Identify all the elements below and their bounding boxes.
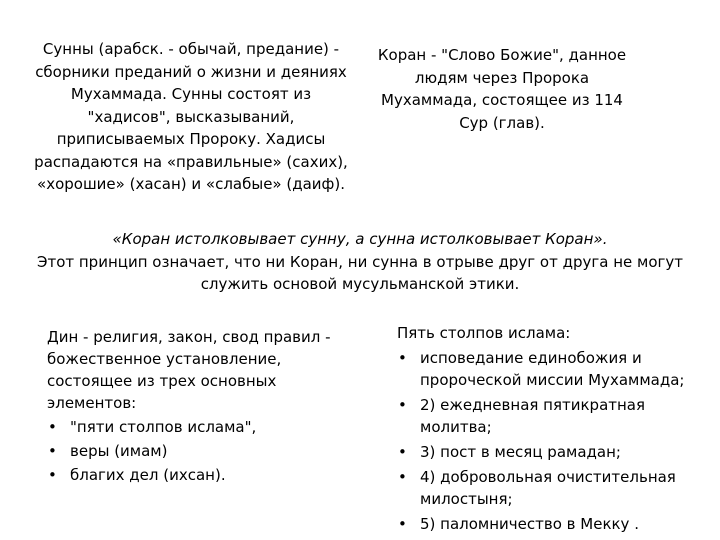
bullet-icon: • — [398, 515, 407, 533]
din-intro: Дин - религия, закон, свод правил - божественное установление, состоящее из трех основных элементов: — [47, 328, 331, 412]
koran-text: Коран - "Слово Божие", данное людям через Пророка Мухаммада, состоящее из 114 Сур (глав). — [377, 46, 627, 132]
list-item-text: 3) пост в месяц рамадан; — [420, 443, 621, 461]
list-item-text: веры (имам) — [70, 442, 168, 460]
list-item — [397, 466, 697, 510]
bullet-icon: • — [398, 396, 407, 414]
principle-quote: «Коран истолковывает сунну, а сунна истолковывает Коран». — [112, 230, 608, 248]
list-item-text: исповедание единобожия и пророческой миссии Мухаммада; — [420, 349, 685, 389]
koran-definition — [370, 44, 634, 134]
bullet-icon: • — [398, 468, 407, 486]
din-definition — [47, 326, 347, 486]
pillars-title: Пять столпов ислама: — [397, 324, 571, 342]
sunna-text: Сунны (арабск. - обычай, предание) - сборники преданий о жизни и деяниях Мухаммада. Сунны состоят из "хадисов", высказываний, приписываемых Пророку. Хадисы распадаются на «правильные» (сахих), «хорошие» (хасан) и «слабые» (даиф). — [34, 40, 348, 193]
bullet-icon: • — [48, 418, 57, 436]
bullet-icon: • — [398, 443, 407, 461]
bullet-icon: • — [48, 442, 57, 460]
list-item-text: благих дел (ихсан). — [70, 466, 226, 484]
list-item-text: 2) ежедневная пятикратная молитва; — [420, 396, 646, 436]
list-item-text: 5) паломничество в Мекку . — [420, 515, 639, 533]
list-item — [47, 464, 347, 486]
list-item — [397, 394, 697, 438]
list-item-text: "пяти столпов ислама", — [70, 418, 257, 436]
principle-explanation: Этот принцип означает, что ни Коран, ни сунна в отрыве друг от друга не могут служить основой мусульманской этики. — [36, 252, 684, 293]
list-item — [47, 416, 347, 438]
five-pillars — [397, 322, 697, 535]
bullet-icon: • — [48, 466, 57, 484]
principle-block — [20, 228, 700, 296]
list-item — [47, 440, 347, 462]
list-item-text: 4) добровольная очистительная милостыня; — [420, 468, 676, 508]
list-item — [397, 441, 697, 463]
sunna-definition — [28, 38, 354, 196]
list-item — [397, 513, 697, 535]
bullet-icon: • — [398, 349, 407, 367]
list-item — [397, 347, 697, 391]
din-elements-list — [47, 416, 347, 486]
pillars-list — [397, 347, 697, 535]
